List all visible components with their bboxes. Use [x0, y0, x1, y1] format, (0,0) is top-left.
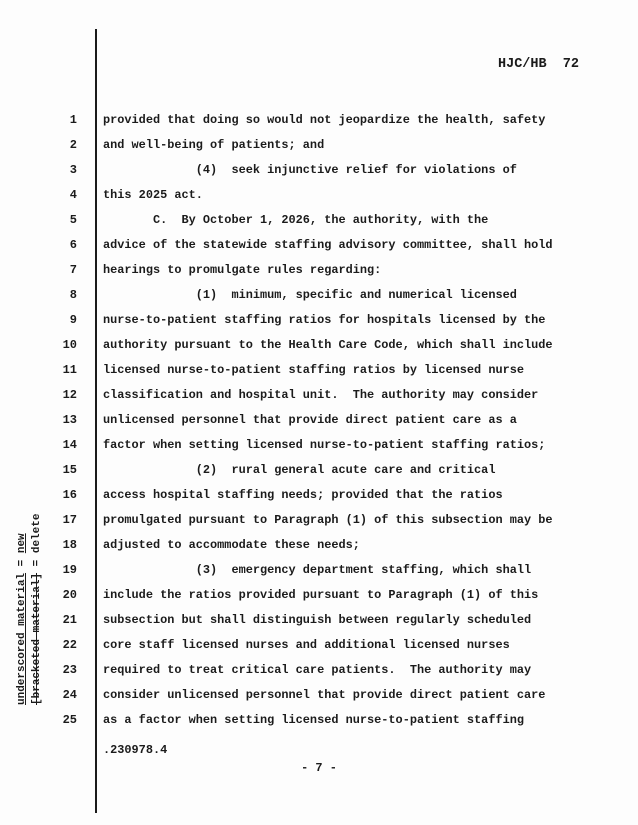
body-line: required to treat critical care patients. The authority may — [103, 663, 532, 677]
line-number: 21 — [62, 613, 77, 627]
page-number: - 7 - — [301, 761, 337, 775]
line-number: 8 — [69, 288, 77, 302]
line-number: 4 — [69, 188, 77, 202]
line-number: 18 — [62, 538, 77, 552]
line-number: 25 — [62, 713, 77, 727]
line-number: 6 — [69, 238, 77, 252]
line-number: 3 — [69, 163, 77, 177]
body-line: nurse-to-patient staffing ratios for hospitals licensed by the — [103, 313, 546, 327]
legend-underscored-label: underscored material — [16, 572, 28, 705]
body-line: hearings to promulgate rules regarding: — [103, 263, 382, 277]
line-number: 9 — [69, 313, 77, 327]
body-line: promulgated pursuant to Paragraph (1) of this subsection may be — [103, 513, 553, 527]
body-line: access hospital staffing needs; provided that the ratios — [103, 488, 503, 502]
line-number: 15 — [62, 463, 77, 477]
line-number: 23 — [62, 663, 77, 677]
line-number: 20 — [62, 588, 77, 602]
body-line: factor when setting licensed nurse-to-patient staffing ratios; — [103, 438, 546, 452]
body-line: subsection but shall distinguish between regularly scheduled — [103, 613, 532, 627]
body-line: include the ratios provided pursuant to Paragraph (1) of this — [103, 588, 539, 602]
line-number: 1 — [69, 113, 77, 127]
line-number: 22 — [62, 638, 77, 652]
line-number: 10 — [62, 338, 77, 352]
line-number: 5 — [69, 213, 77, 227]
line-number: 24 — [62, 688, 77, 702]
line-number: 16 — [62, 488, 77, 502]
line-number: 12 — [62, 388, 77, 402]
body-line: (2) rural general acute care and critical — [103, 463, 496, 477]
line-number: 11 — [62, 363, 77, 377]
line-number: 17 — [62, 513, 77, 527]
body-line: licensed nurse-to-patient staffing ratios by licensed nurse — [103, 363, 524, 377]
body-line: provided that doing so would not jeopardize the health, safety — [103, 113, 546, 127]
legend-new-label: new — [16, 533, 28, 554]
legend-delete-label: delete — [31, 513, 43, 554]
line-number-column — [0, 108, 77, 733]
line-number: 7 — [69, 263, 77, 277]
body-line: C. By October 1, 2026, the authority, with the — [103, 213, 489, 227]
body-line: (1) minimum, specific and numerical licensed — [103, 288, 517, 302]
body-text-column — [103, 108, 633, 733]
body-line: and well-being of patients; and — [103, 138, 325, 152]
body-line: core staff licensed nurses and additional licensed nurses — [103, 638, 510, 652]
legend-equals: = — [16, 553, 28, 573]
body-line: adjusted to accommodate these needs; — [103, 538, 360, 552]
margin-divider-rule — [95, 29, 97, 813]
body-line: consider unlicensed personnel that provide direct patient care — [103, 688, 546, 702]
line-number: 2 — [69, 138, 77, 152]
legend-equals: = — [31, 553, 43, 573]
line-number: 13 — [62, 413, 77, 427]
body-line: as a factor when setting licensed nurse-to-patient staffing — [103, 713, 524, 727]
body-line: authority pursuant to the Health Care Code, which shall include — [103, 338, 553, 352]
body-line: this 2025 act. — [103, 188, 203, 202]
body-line: (4) seek injunctive relief for violations of — [103, 163, 517, 177]
body-line: classification and hospital unit. The authority may consider — [103, 388, 539, 402]
bill-code: HJC/HB 72 — [498, 57, 580, 72]
body-line: unlicensed personnel that provide direct patient care as a — [103, 413, 517, 427]
line-number: 14 — [62, 438, 77, 452]
line-number: 19 — [62, 563, 77, 577]
body-line: advice of the statewide staffing advisory committee, shall hold — [103, 238, 553, 252]
legend-bracketed-label: [bracketed material] — [31, 572, 43, 705]
body-line: (3) emergency department staffing, which shall — [103, 563, 532, 577]
draft-number: .230978.4 — [103, 743, 168, 757]
